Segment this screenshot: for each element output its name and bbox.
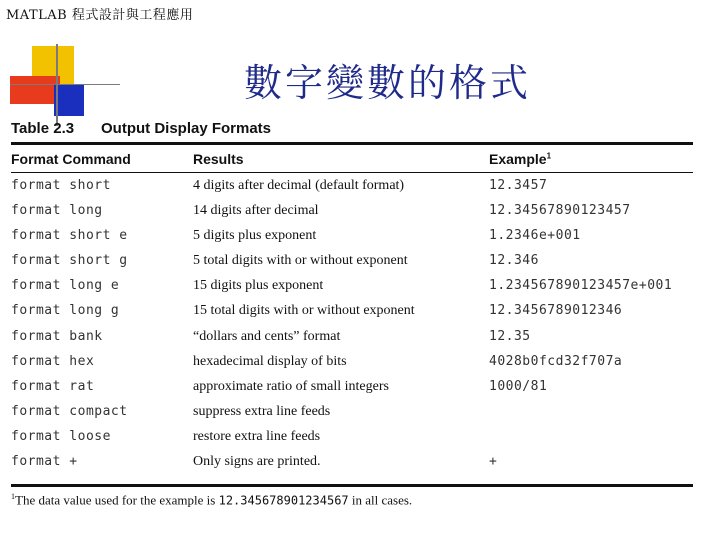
format-result: restore extra line feeds xyxy=(193,428,321,444)
format-result: hexadecimal display of bits xyxy=(193,353,347,369)
table-row xyxy=(11,427,693,452)
table-row xyxy=(11,201,693,226)
format-command: format compact xyxy=(11,403,128,419)
format-result: suppress extra line feeds xyxy=(193,403,331,419)
format-command: format short e xyxy=(11,228,128,244)
format-example: 4028b0fcd32f707a xyxy=(489,353,623,369)
format-command: format long xyxy=(11,203,103,219)
format-result: 14 digits after decimal xyxy=(193,203,319,219)
table-row xyxy=(11,226,693,251)
format-example: + xyxy=(489,454,498,470)
table-row xyxy=(11,402,693,427)
format-table-body xyxy=(11,176,693,477)
format-command: format + xyxy=(11,454,78,470)
footnote-marker: 1 xyxy=(11,492,15,501)
format-example: 1.234567890123457e+001 xyxy=(489,278,673,294)
table-row xyxy=(11,452,693,477)
format-example: 12.35 xyxy=(489,328,531,344)
format-result: 5 digits plus exponent xyxy=(193,228,317,244)
format-result: approximate ratio of small integers xyxy=(193,378,389,394)
format-command: format loose xyxy=(11,428,111,444)
format-result: 5 total digits with or without exponent xyxy=(193,253,408,269)
format-example: 12.3457 xyxy=(489,178,548,193)
decorative-vertical-line xyxy=(56,44,58,126)
table-row xyxy=(11,377,693,402)
table-row xyxy=(11,251,693,276)
format-result: 4 digits after decimal (default format) xyxy=(193,178,405,193)
decorative-horizontal-line xyxy=(10,84,120,85)
table-row xyxy=(11,352,693,377)
format-result: Only signs are printed. xyxy=(193,454,321,470)
format-command: format bank xyxy=(11,328,103,344)
format-result: “dollars and cents” format xyxy=(193,328,341,344)
format-result: 15 total digits with or without exponent xyxy=(193,303,415,319)
format-command: format short g xyxy=(11,253,128,269)
column-header-example-label: Example xyxy=(489,151,547,167)
format-example: 12.3456789012346 xyxy=(489,303,623,319)
format-command: format long g xyxy=(11,303,120,319)
format-command: format short xyxy=(11,178,111,193)
table-header-rule xyxy=(11,172,693,173)
format-example: 1000/81 xyxy=(489,378,548,394)
table-top-rule xyxy=(11,142,693,145)
format-result: 15 digits plus exponent xyxy=(193,278,324,294)
column-header-results: Results xyxy=(193,151,244,167)
table-title: Output Display Formats xyxy=(101,120,272,137)
decorative-blue-square xyxy=(54,84,84,116)
format-command: format rat xyxy=(11,378,95,394)
format-example: 1.2346e+001 xyxy=(489,228,581,244)
format-example: 12.346 xyxy=(489,253,539,269)
column-header-command: Format Command xyxy=(11,151,131,167)
decorative-red-rectangle xyxy=(10,76,60,104)
table-footnote xyxy=(11,492,412,508)
table-number: Table 2.3 xyxy=(11,120,75,137)
format-command: format long e xyxy=(11,278,120,294)
footnote-text-before: The data value used for the example is xyxy=(15,492,219,508)
format-command: format hex xyxy=(11,353,95,369)
footnote-text-after: in all cases. xyxy=(348,492,413,508)
table-caption xyxy=(11,120,271,137)
format-example: 12.34567890123457 xyxy=(489,203,631,219)
table-row xyxy=(11,176,693,201)
column-header-example xyxy=(489,151,551,167)
slide-title: 數字變數的格式 xyxy=(244,61,532,105)
table-bottom-rule xyxy=(11,484,693,487)
course-header-label: MATLAB 程式設計與工程應用 xyxy=(6,8,194,23)
table-row xyxy=(11,327,693,352)
table-row xyxy=(11,276,693,301)
footnote-marker: 1 xyxy=(546,151,552,161)
footnote-value: 12.345678901234567 xyxy=(218,493,349,508)
table-row xyxy=(11,301,693,326)
